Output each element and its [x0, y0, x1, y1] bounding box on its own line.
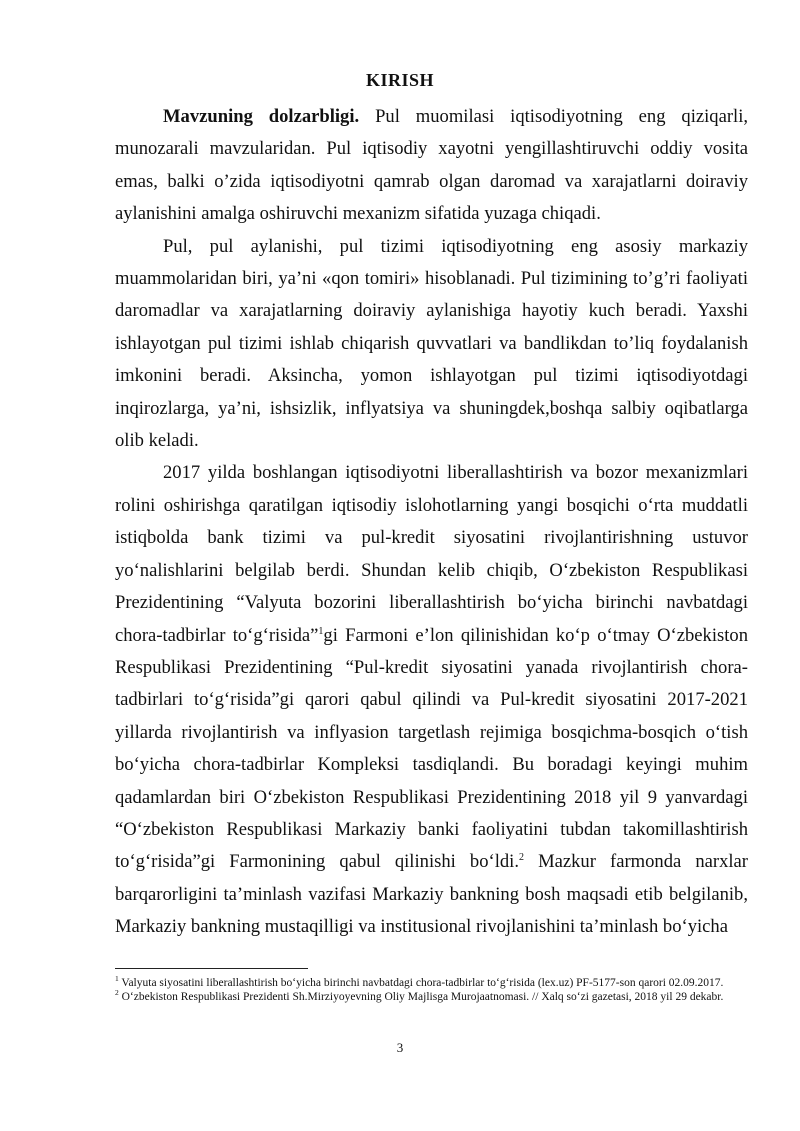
- reforms-text-part1: 2017 yilda boshlangan iqtisodiyotni liberallashtirish va bozor mexanizmlari rolini oshirishga qaratilgan iqtisodiy islohotlarning yangi bosqichi o‘rta muddatli istiqbolda bank tizimi va pul-kredit siyosatini rivojlantirishning ustuvor yo‘nalishlarini belgilab berdi. Shundan kelib chiqib, O‘zbekiston Respublikasi Prezidentining “Valyuta bozorini liberallashtirish bo‘yicha birinchi navbatdagi chora-tadbirlar to‘g‘risida”: [115, 462, 748, 646]
- footnote-marker-1: 1: [115, 974, 119, 984]
- footnotes: [115, 976, 748, 1004]
- paragraph-relevance: [115, 101, 748, 231]
- reforms-text-part3: Mazkur farmonda narxlar barqarorligini ta’minlash vazifasi Markaziy bankning bosh maqsadi etib belgilanib, Markaziy bankning mustaqilligi va institusional rivojlanishini ta’minlash bo‘yicha: [115, 851, 748, 938]
- footnote-ref-2: 2: [518, 852, 524, 864]
- footnote-2: [115, 990, 748, 1004]
- footnote-text-1: Valyuta siyosatini liberallashtirish bo‘yicha birinchi navbatdagi chora-tadbirlar to‘g‘risida (lex.uz) PF-5177-son qarori 02.09.2017.: [118, 977, 724, 989]
- footnote-separator: [115, 968, 308, 969]
- footnote-1: [115, 976, 748, 990]
- page-title: KIRISH: [365, 70, 435, 90]
- body-text: [115, 101, 748, 944]
- footnote-ref-1: 1: [318, 625, 324, 637]
- reforms-text-part2: gi Farmoni e’lon qilinishidan ko‘p o‘tmay O‘zbekiston Respublikasi Prezidentining “Pul-kredit siyosatini yanada rivojlantirish chora-tadbirlari to‘g‘risida”gi qarori qabul qilindi va Pul-kredit siyosatini 2017-2021 yillarda rivojlantirish va inflyasion targetlash rejimiga bosqichma-bosqich o‘tish bo‘yicha chora-tadbirlar Kompleksi tasdiqlandi. Bu boradagi keyingi muhim qadamlardan biri O‘zbekiston Respublikasi Prezidentining 2018 yil 9 yanvardagi “O‘zbekiston Respublikasi Markaziy banki faoliyatini tubdan takomillashtirish to‘g‘risida”gi Farmonining qabul qilinishi bo‘ldi.: [115, 624, 748, 873]
- paragraph-money-system: Pul, pul aylanishi, pul tizimi iqtisodiyotning eng asosiy markaziy muammolaridan biri, ya’ni «qon tomiri» hisoblanadi. Pul tizimining to’g’ri faoliyati daromadlar va xarajatlarning doiraviy aylanishiga hayotiy kuch beradi. Yaxshi ishlayotgan pul tizimi ishlab chiqarish quvvatlari va bandlikdan to’liq foydalanish imkonini beradi. Aksincha, yomon ishlayotgan pul tizimi iqtisodiyotdagi inqirozlarga, ya’ni, ishsizlik, inflyatsiya va shuningdek,boshqa salbiy oqibatlarga olib keladi.: [115, 235, 748, 452]
- footnote-marker-2: 2: [115, 988, 119, 998]
- relevance-text: Pul muomilasi iqtisodiyotning eng qiziqarli, munozarali mavzularidan. Pul iqtisodiy xayotni yengillashtiruvchi oddiy vosita emas, balki o’zida iqtisodiyotni qamrab olgan daromad va xarajatlarni doiraviy aylanishini amalga oshiruvchi mexanizm sifatida yuzaga chiqadi.: [115, 106, 749, 225]
- paragraph-reforms: [115, 457, 748, 943]
- footnote-text-2: O‘zbekiston Respublikasi Prezidenti Sh.Mirziyoyevning Oliy Majlisga Murojaatnomasi. // Xalq so‘zi gazetasi, 2018 yil 29 dekabr.: [118, 991, 724, 1004]
- relevance-heading: Mavzuning dolzarbligi.: [163, 106, 360, 127]
- page-number: 3: [396, 1040, 404, 1055]
